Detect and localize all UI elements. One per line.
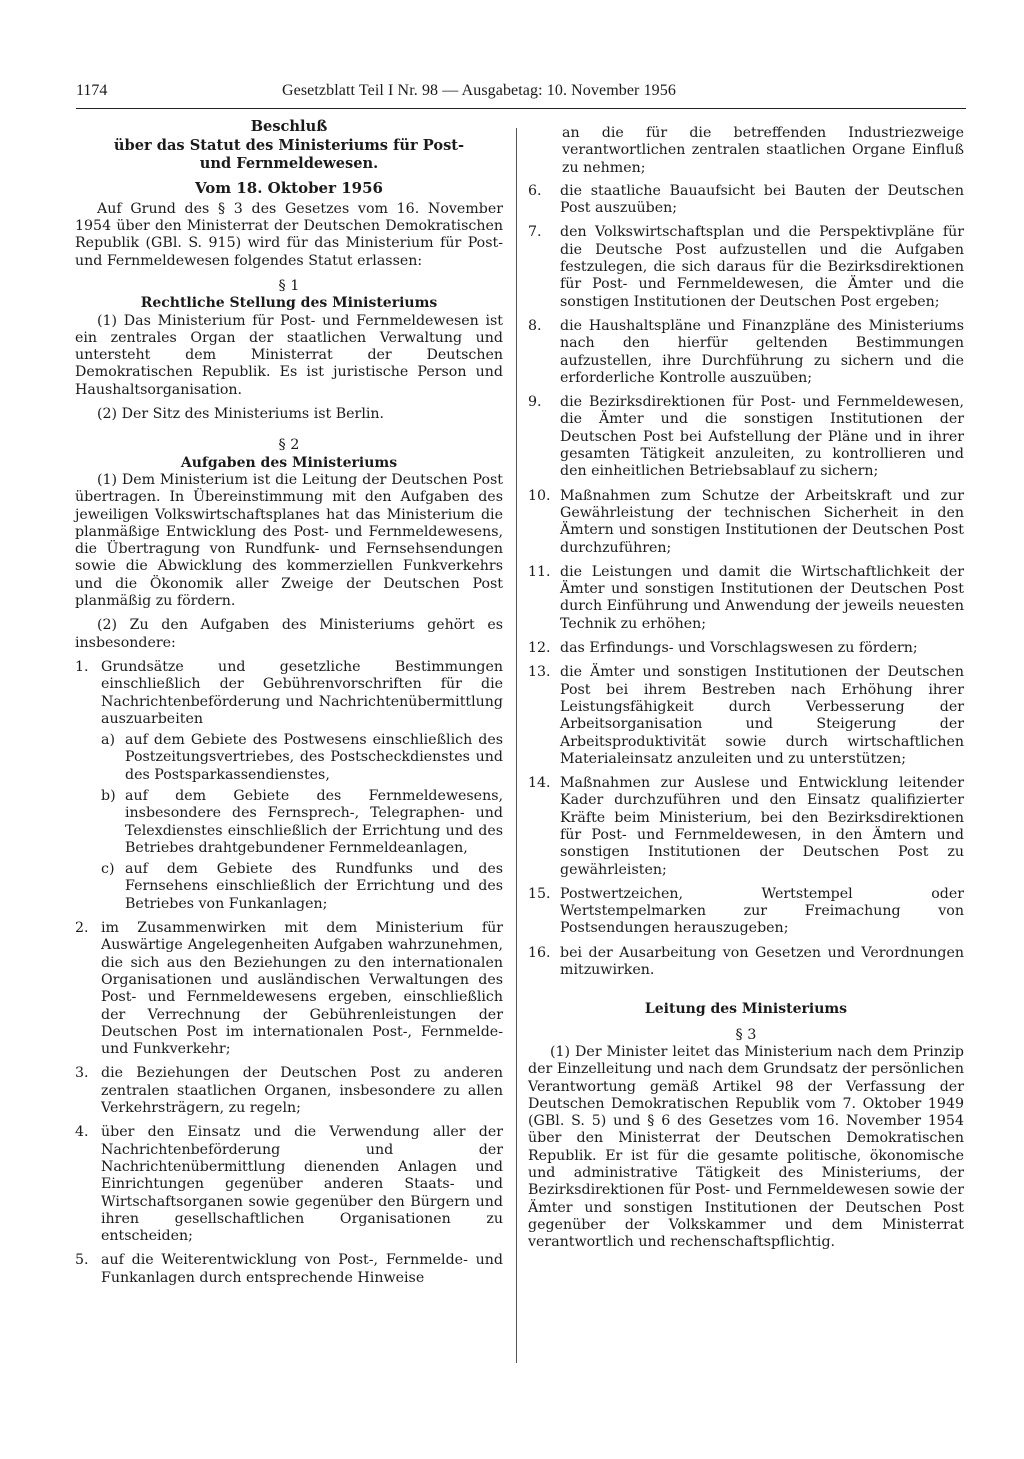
list-text: die Ämter und sonstigen Institutionen der Deutschen Post bei ihrem Bestreben nach Erhöhung ihrer Leistungsfähigkeit durch Verbesserung der Arbeitsorganisation und Steigerung der Arbeitsproduktivität sowie durch wirtschaftlichen Materialeinsatz anzuleiten und zu unterstützen;	[560, 664, 964, 767]
list-item-7	[528, 224, 964, 310]
list-item-16	[528, 945, 964, 980]
list-item-14	[528, 775, 964, 879]
doc-date: Vom 18. Oktober 1956	[195, 178, 383, 197]
left-column	[75, 118, 503, 1294]
list-text: Postwertzeichen, Wertstempel oder Wertstempelmarken zur Freimachung von Postsendungen herauszugeben;	[560, 885, 964, 937]
section-1-heading: Rechtliche Stellung des Ministeriums	[140, 295, 438, 312]
list-text: Maßnahmen zur Auslese und Entwicklung leitender Kader durchzuführen und den Einsatz qualifizierter Kräfte beim Ministerium, bei den Bezirksdirektionen für Post- und Fernmeldewesen, in den Ämtern und sonstigen Institutionen der Deutschen Post zu gewährleisten;	[560, 775, 964, 878]
sub-item-c	[101, 861, 503, 913]
list-item-9	[528, 394, 964, 480]
list-number: 5.	[75, 1252, 89, 1269]
list-text: bei der Ausarbeitung von Gesetzen und Verordnungen mitzuwirken.	[560, 944, 964, 979]
running-title: Gesetzblatt Teil I Nr. 98 — Ausgabetag: 10. November 1956	[282, 82, 676, 99]
list-number: 14.	[528, 775, 551, 792]
list-text: die Beziehungen der Deutschen Post zu anderen zentralen staatlichen Organen, insbesondere zu allen Verkehrsträgern, zu regeln;	[101, 1065, 503, 1117]
doc-title-line-1: Beschluß	[250, 118, 328, 135]
list-item-3	[75, 1065, 503, 1117]
section-1-para-1: (1) Das Ministerium für Post- und Fernmeldewesen ist ein zentrales Organ der staatlichen Verwaltung und untersteht dem Ministerrat der Deutschen Demokratischen Republik. Es ist juristische Person und Haushaltsorganisation.	[75, 312, 503, 398]
list-item-8	[528, 318, 964, 387]
list-text: über den Einsatz und die Verwendung aller der Nachrichtenbeförderung und der Nachrichtenübermittlung dienenden Anlagen und Einrichtungen gegenüber anderen Staats- und Wirtschaftsorganen sowie gegenüber den Bürgern und ihren gesellschaftlichen Organisationen zu entscheiden;	[101, 1124, 503, 1245]
column-divider	[516, 128, 517, 1363]
sub-text: auf dem Gebiete des Postwesens einschließlich des Postzeitungsvertriebes, des Postscheckdienstes und des Postsparkassendienstes,	[125, 732, 503, 783]
sub-text: auf dem Gebiete des Rundfunks und des Fernsehens einschließlich der Errichtung und des Betriebes von Funkanlagen;	[125, 861, 503, 912]
sub-item-a	[101, 732, 503, 784]
sub-letter: c)	[101, 861, 115, 878]
doc-title-line-2: über das Statut des Ministeriums für Post-	[113, 136, 465, 154]
list-number: 9.	[528, 394, 542, 411]
list-item-13	[528, 664, 964, 768]
section-3-para-1: (1) Der Minister leitet das Ministerium nach dem Prinzip der Einzelleitung und nach dem Grundsatz der persönlichen Verantwortung gemäß Artikel 98 der Verfassung der Deutschen Demokratischen Republik vom 7. Oktober 1949 (GBl. S. 5) und § 6 des Gesetzes vom 16. November 1954 über den Ministerrat der Deutschen Demokratischen Republik. Er ist für die gesamte politische, ökonomische und administrative Tätigkeit des Ministeriums, der Bezirksdirektionen für Post- und Fernmeldewesen sowie der Ämter und sonstigen Institutionen der Deutschen Post gegenüber der Volkskammer und dem Ministerrat verantwortlich und rechenschaftspflichtig.	[528, 1043, 964, 1251]
list-number: 3.	[75, 1065, 89, 1082]
list-number: 6.	[528, 182, 542, 199]
list-number: 8.	[528, 317, 542, 334]
list-number: 15.	[528, 885, 551, 902]
intro-paragraph: Auf Grund des § 3 des Gesetzes vom 16. November 1954 über den Ministerrat der Deutschen Demokratischen Republik (GBl. S. 915) wird für das Ministerium für Post- und Fernmeldewesen folgendes Statut erlassen:	[75, 200, 503, 269]
list-text: die Bezirksdirektionen für Post- und Fernmeldewesen, die Ämter und die sonstigen Institutionen der Deutschen Post bei Aufstellung der Pläne und in ihrer gesamten Tätigkeit anzuleiten, zu kontrollieren und den einheitlichen Betriebsablauf zu sichern;	[560, 394, 964, 480]
list-text: die Haushaltspläne und Finanzpläne des Ministeriums nach den hierfür geltenden Bestimmungen aufzustellen, ihre Durchführung zu sichern und die erforderliche Kontrolle auszuüben;	[560, 317, 964, 386]
list-item-2	[75, 920, 503, 1058]
list-item-6	[528, 183, 964, 218]
header-rule	[76, 108, 966, 109]
list-number: 7.	[528, 224, 542, 241]
section-2-number: § 2	[278, 437, 300, 454]
list-item-5	[75, 1252, 503, 1287]
list-text: Grundsätze und gesetzliche Bestimmungen einschließlich der Gebührenvorschriften für die Nachrichtenbeförderung und Nachrichtenübermittlung auszuarbeiten	[101, 658, 503, 727]
list-number: 12.	[528, 640, 551, 657]
list-text: den Volkswirtschaftsplan und die Perspektivpläne für die Deutsche Post aufzustellen und die Aufgaben festzulegen, die sich daraus für die Bezirksdirektionen für Post- und Fernmeldewesen, die Ämter und die sonstigen Institutionen der Deutschen Post ergeben;	[560, 224, 964, 310]
sub-text: auf dem Gebiete des Fernmeldewesens, insbesondere des Fernsprech-, Telegraphen- und Telexdienstes einschließlich der Errichtung und des Betriebes drahtgebundener Fernmeldeanlagen,	[125, 788, 503, 856]
list-text: Maßnahmen zum Schutze der Arbeitskraft und zur Gewährleistung der technischen Sicherheit in den Ämtern und sonstigen Institutionen der Deutschen Post durchzuführen;	[560, 487, 964, 556]
sub-letter: a)	[101, 732, 115, 749]
section-3-number: § 3	[735, 1026, 757, 1043]
list-text: auf die Weiterentwicklung von Post-, Fernmelde- und Funkanlagen durch entsprechende Hinweise	[101, 1252, 503, 1286]
list-text: das Erfindungs- und Vorschlagswesen zu fördern;	[560, 640, 918, 657]
list-item-5-continuation: an die für die betreffenden Industriezweige verantwortlichen zentralen staatlichen Organe Einfluß zu nehmen;	[562, 125, 964, 176]
list-text: die staatliche Bauaufsicht bei Bauten der Deutschen Post auszuüben;	[560, 182, 964, 217]
list-number: 1.	[75, 658, 89, 675]
list-number: 16.	[528, 944, 551, 961]
section-1-para-2: (2) Der Sitz des Ministeriums ist Berlin.	[97, 406, 385, 423]
list-text: im Zusammenwirken mit dem Ministerium für Auswärtige Angelegenheiten Aufgaben wahrzunehmen, die sich aus den Beziehungen zu den internationalen Organisationen und ausländischen Verwaltungen des Post- und Fernmeldewesens ergeben, einschließlich der Verrechnung der Gebührenleistungen der Deutschen Post im internationalen Post-, Fernmelde- und Funkverkehr;	[101, 920, 503, 1058]
sub-letter: b)	[101, 788, 116, 804]
list-item-10	[528, 488, 964, 557]
right-column	[528, 125, 964, 1259]
page-number: 1174	[76, 82, 108, 99]
doc-title-line-3: und Fernmeldewesen.	[199, 155, 379, 172]
page-header	[76, 82, 786, 106]
list-item-15	[528, 886, 964, 938]
list-item-4	[75, 1124, 503, 1245]
sub-item-b	[101, 788, 503, 857]
leadership-heading: Leitung des Ministeriums	[644, 1001, 848, 1018]
list-item-12	[528, 640, 964, 657]
section-1-number: § 1	[278, 277, 300, 294]
section-2-para-2: (2) Zu den Aufgaben des Ministeriums gehört es insbesondere:	[75, 617, 503, 651]
list-text: die Leistungen und damit die Wirtschaftlichkeit der Ämter und sonstigen Institutionen der Deutschen Post durch Einführung und Anwendung der jeweils neuesten Technik zu erhöhen;	[560, 563, 964, 632]
list-number: 10.	[528, 487, 551, 504]
list-number: 2.	[75, 920, 89, 937]
list-number: 13.	[528, 664, 551, 681]
list-number: 4.	[75, 1124, 89, 1141]
list-number: 11.	[528, 563, 551, 580]
list-item-11	[528, 564, 964, 633]
section-2-heading: Aufgaben des Ministeriums	[180, 454, 398, 471]
list-item-1	[75, 659, 503, 913]
section-2-para-1: (1) Dem Ministerium ist die Leitung der Deutschen Post übertragen. In Übereinstimmung mit den Aufgaben des jeweiligen Volkswirtschaftsplanes hat das Ministerium die planmäßige Entwicklung des Post- und Fernmeldewesens, die Übertragung von Rundfunk- und Fernsehsendungen sowie die Abwicklung des kommerziellen Funkverkehrs und die Ökonomik aller Zweige der Deutschen Post planmäßig zu fördern.	[75, 471, 503, 610]
